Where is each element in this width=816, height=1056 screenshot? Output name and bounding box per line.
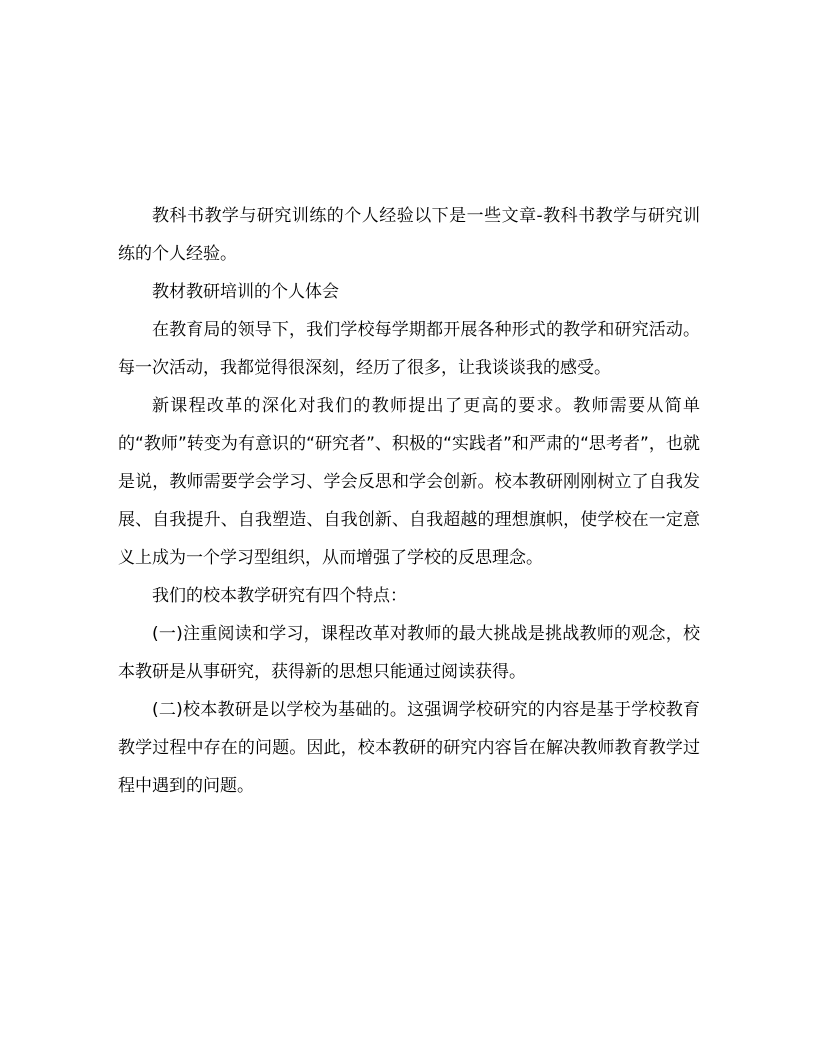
paragraph-4: (一)注重阅读和学习，课程改革对教师的最大挑战是挑战教师的观念，校本教研是从事研究，获得新的思想只能通过阅读获得。 [118, 624, 700, 682]
paragraph-intro: 教科书教学与研究训练的个人经验以下是一些文章-教科书教学与研究训练的个人经验。 [118, 206, 700, 264]
paragraph-2: 新课程改革的深化对我们的教师提出了更高的要求。教师需要从简单的“教师”转变为有意识的“研究者”、积极的“实践者”和严肃的“思考者”，也就是说，教师需要学会学习、学会反思和学会创新。校本教研刚刚树立了自我发展、自我提升、自我塑造、自我创新、自我超越的理想旗帜，使学校在一定意义上成为一个学习型组织，从而增强了学校的反思理念。 [118, 396, 700, 568]
document-body [118, 197, 700, 805]
paragraph-3: 我们的校本教学研究有四个特点： [152, 586, 407, 606]
paragraph-heading: 教材教研培训的个人体会 [152, 282, 339, 302]
paragraph-5: (二)校本教研是以学校为基础的。这强调学校研究的内容是基于学校教育教学过程中存在的问题。因此，校本教研的研究内容旨在解决教师教育教学过程中遇到的问题。 [118, 700, 700, 796]
paragraph-1: 在教育局的领导下，我们学校每学期都开展各种形式的教学和研究活动。每一次活动，我都觉得很深刻，经历了很多，让我谈谈我的感受。 [118, 320, 700, 378]
